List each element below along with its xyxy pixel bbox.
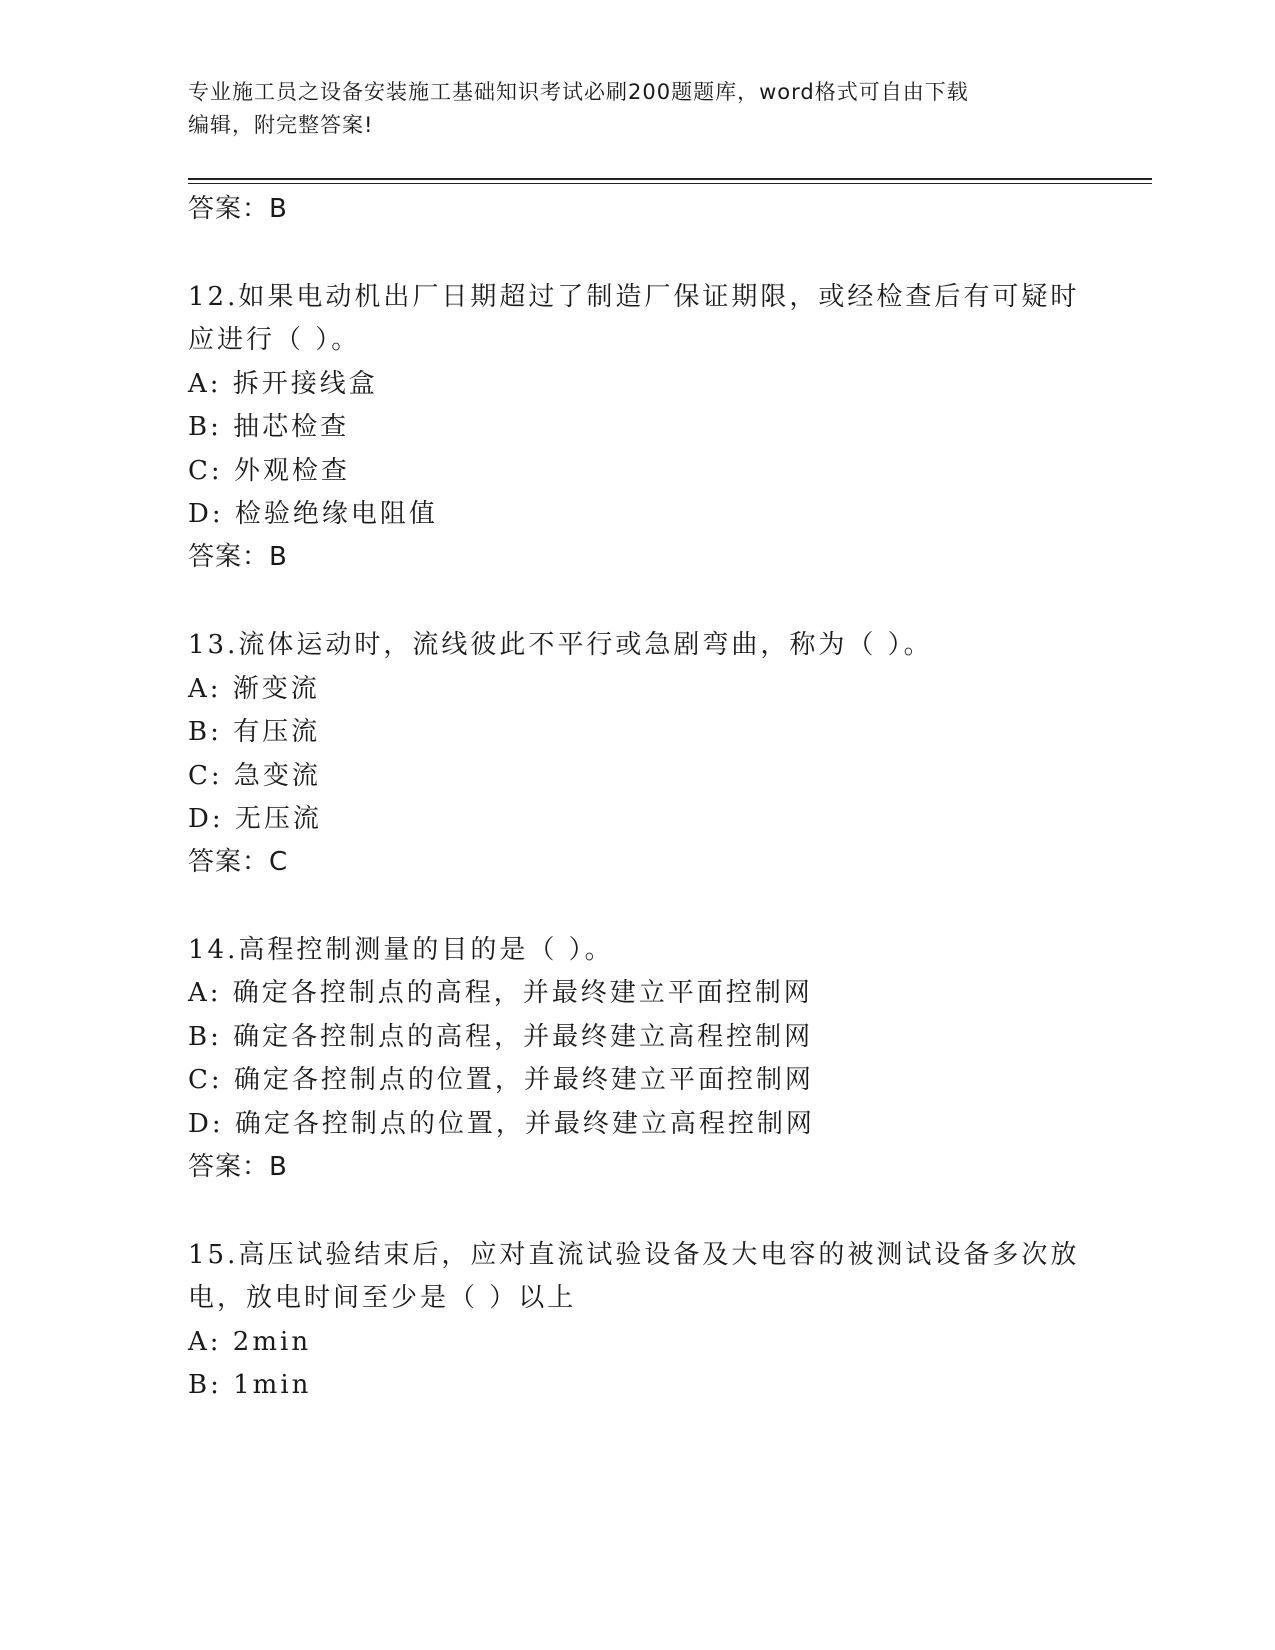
question-15-option-b: B: 1min — [188, 1370, 312, 1400]
question-14-stem: 14.高程控制测量的目的是（ ）。 — [188, 935, 614, 965]
question-12-option-a: A: 拆开接线盒 — [188, 369, 378, 399]
question-12-option-d: D: 检验绝缘电阻值 — [188, 499, 438, 529]
question-15-option-a: A: 2min — [188, 1327, 312, 1357]
question-14-option-b: B: 确定各控制点的高程，并最终建立高程控制网 — [188, 1022, 814, 1052]
question-15-stem-line-2: 电，放电时间至少是（ ）以上 — [188, 1283, 577, 1313]
question-14-option-a: A: 确定各控制点的高程，并最终建立平面控制网 — [188, 978, 813, 1008]
header-divider — [188, 178, 1152, 184]
header-line-2: 编辑，附完整答案! — [188, 113, 374, 137]
question-12-answer: 答案：B — [188, 542, 288, 572]
question-14-option-c: C: 确定各控制点的位置，并最终建立平面控制网 — [188, 1065, 814, 1095]
question-13-stem: 13.流体运动时，流线彼此不平行或急剧弯曲，称为（ ）。 — [188, 630, 933, 660]
question-14-answer: 答案：B — [188, 1152, 288, 1182]
question-12-option-b: B: 抽芯检查 — [188, 412, 350, 442]
header-line-1: 专业施工员之设备安装施工基础知识考试必刷200题题库，word格式可自由下载 — [188, 80, 969, 104]
question-12-option-c: C: 外观检查 — [188, 456, 350, 486]
question-12-stem-line-1: 12.如果电动机出厂日期超过了制造厂保证期限，或经检查后有可疑时 — [188, 282, 1080, 312]
previous-answer: 答案：B — [188, 194, 288, 224]
question-14-option-d: D: 确定各控制点的位置，并最终建立高程控制网 — [188, 1109, 815, 1139]
question-13-option-b: B: 有压流 — [188, 717, 321, 747]
document-header — [188, 76, 1088, 142]
question-12-stem-line-2: 应进行（ ）。 — [188, 325, 361, 355]
question-13-answer: 答案：C — [188, 847, 289, 877]
question-13-option-a: A: 渐变流 — [188, 674, 320, 704]
question-13-option-d: D: 无压流 — [188, 804, 322, 834]
question-13-option-c: C: 急变流 — [188, 761, 321, 791]
question-15-stem-line-1: 15.高压试验结束后，应对直流试验设备及大电容的被测试设备多次放 — [188, 1240, 1080, 1270]
